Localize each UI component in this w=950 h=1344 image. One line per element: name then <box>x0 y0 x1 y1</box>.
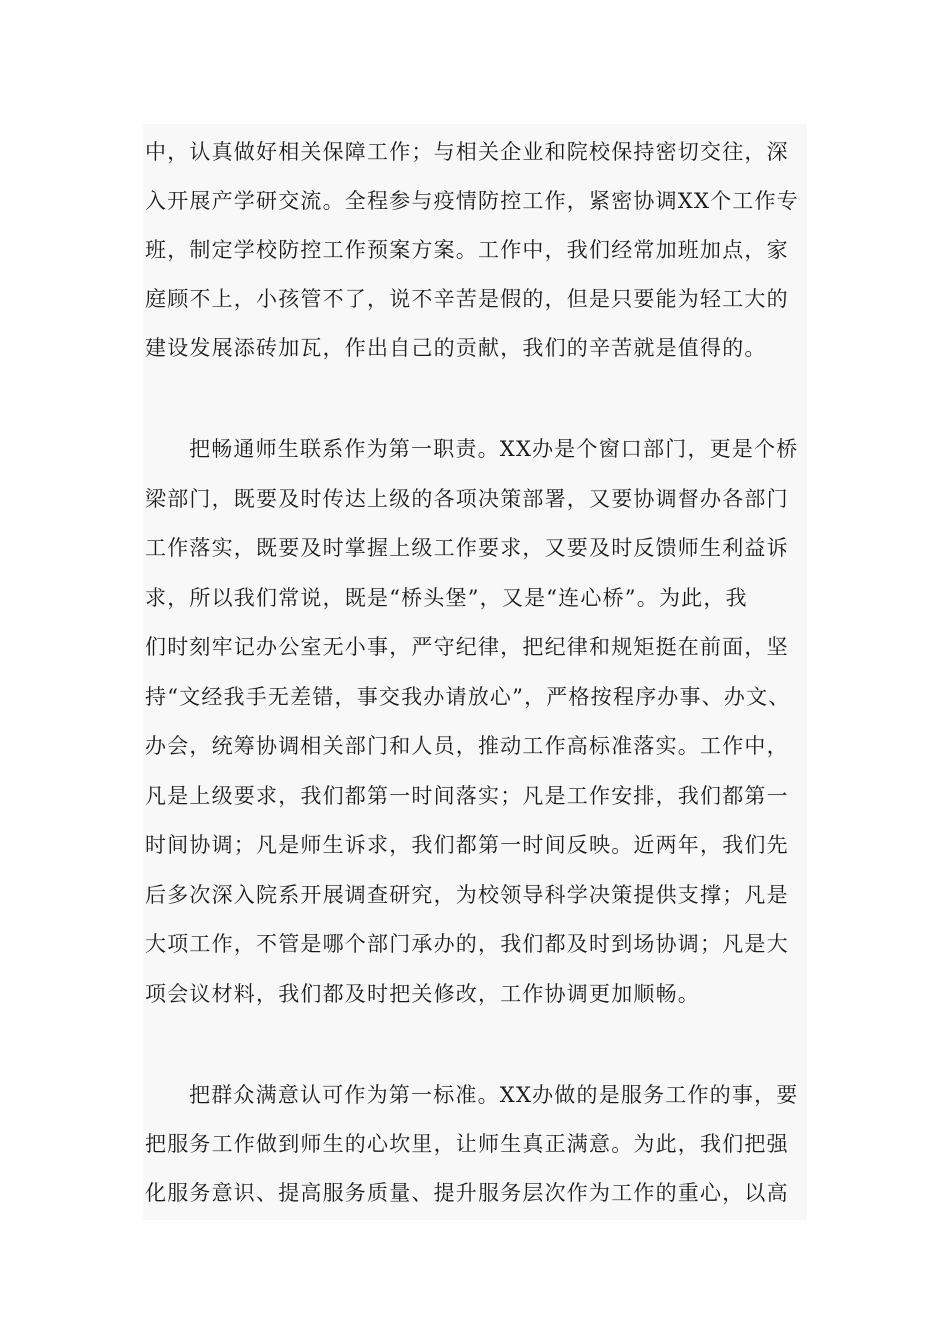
text-line: 工作落实，既要及时掌握上级工作要求，又要及时反馈师生利益诉 <box>145 536 789 560</box>
text-line: 班，制定学校防控工作预案方案。工作中，我们经常加班加点，家 <box>145 238 789 262</box>
text-line: 建设发展添砖加瓦，作出自己的贡献，我们的辛苦就是值得的。 <box>145 336 767 360</box>
text-line: 庭顾不上，小孩管不了，说不辛苦是假的，但是只要能为轻工大的 <box>145 287 789 311</box>
document-page-body <box>143 124 807 1220</box>
text-line: 把畅通师生联系作为第一职责。XX办是个窗口部门，更是个桥 <box>189 437 799 461</box>
text-line: 中，认真做好相关保障工作；与相关企业和院校保持密切交往，深 <box>145 140 789 164</box>
text-line: 大项工作，不管是哪个部门承办的，我们都及时到场协调；凡是大 <box>145 932 789 956</box>
text-line: 化服务意识、提高服务质量、提升服务层次作为工作的重心，以高 <box>145 1181 789 1205</box>
text-line: 入开展产学研交流。全程参与疫情防控工作，紧密协调XX个工作专 <box>145 189 799 213</box>
text-line: 梁部门，既要及时传达上级的各项决策部署，又要协调督办各部门 <box>145 487 789 511</box>
text-line: 项会议材料，我们都及时把关修改，工作协调更加顺畅。 <box>145 982 700 1006</box>
text-line: 凡是上级要求，我们都第一时间落实；凡是工作安排，我们都第一 <box>145 784 789 808</box>
text-line: 办会，统筹协调相关部门和人员，推动工作高标准落实。工作中， <box>145 734 789 758</box>
text-line: 把群众满意认可作为第一标准。XX办做的是服务工作的事，要 <box>189 1083 799 1107</box>
text-line: 求，所以我们常说，既是“桥头堡”，又是“连心桥”。为此，我 <box>145 586 748 610</box>
text-line: 们时刻牢记办公室无小事，严守纪律，把纪律和规矩挺在前面，坚 <box>145 635 789 659</box>
text-line: 持“文经我手无差错，事交我办请放心”，严格按程序办事、办文、 <box>145 685 791 709</box>
text-line: 把服务工作做到师生的心坎里，让师生真正满意。为此，我们把强 <box>145 1132 789 1156</box>
text-line: 后多次深入院系开展调查研究，为校领导科学决策提供支撑；凡是 <box>145 883 789 907</box>
text-line: 时间协调；凡是师生诉求，我们都第一时间反映。近两年，我们先 <box>145 833 789 857</box>
